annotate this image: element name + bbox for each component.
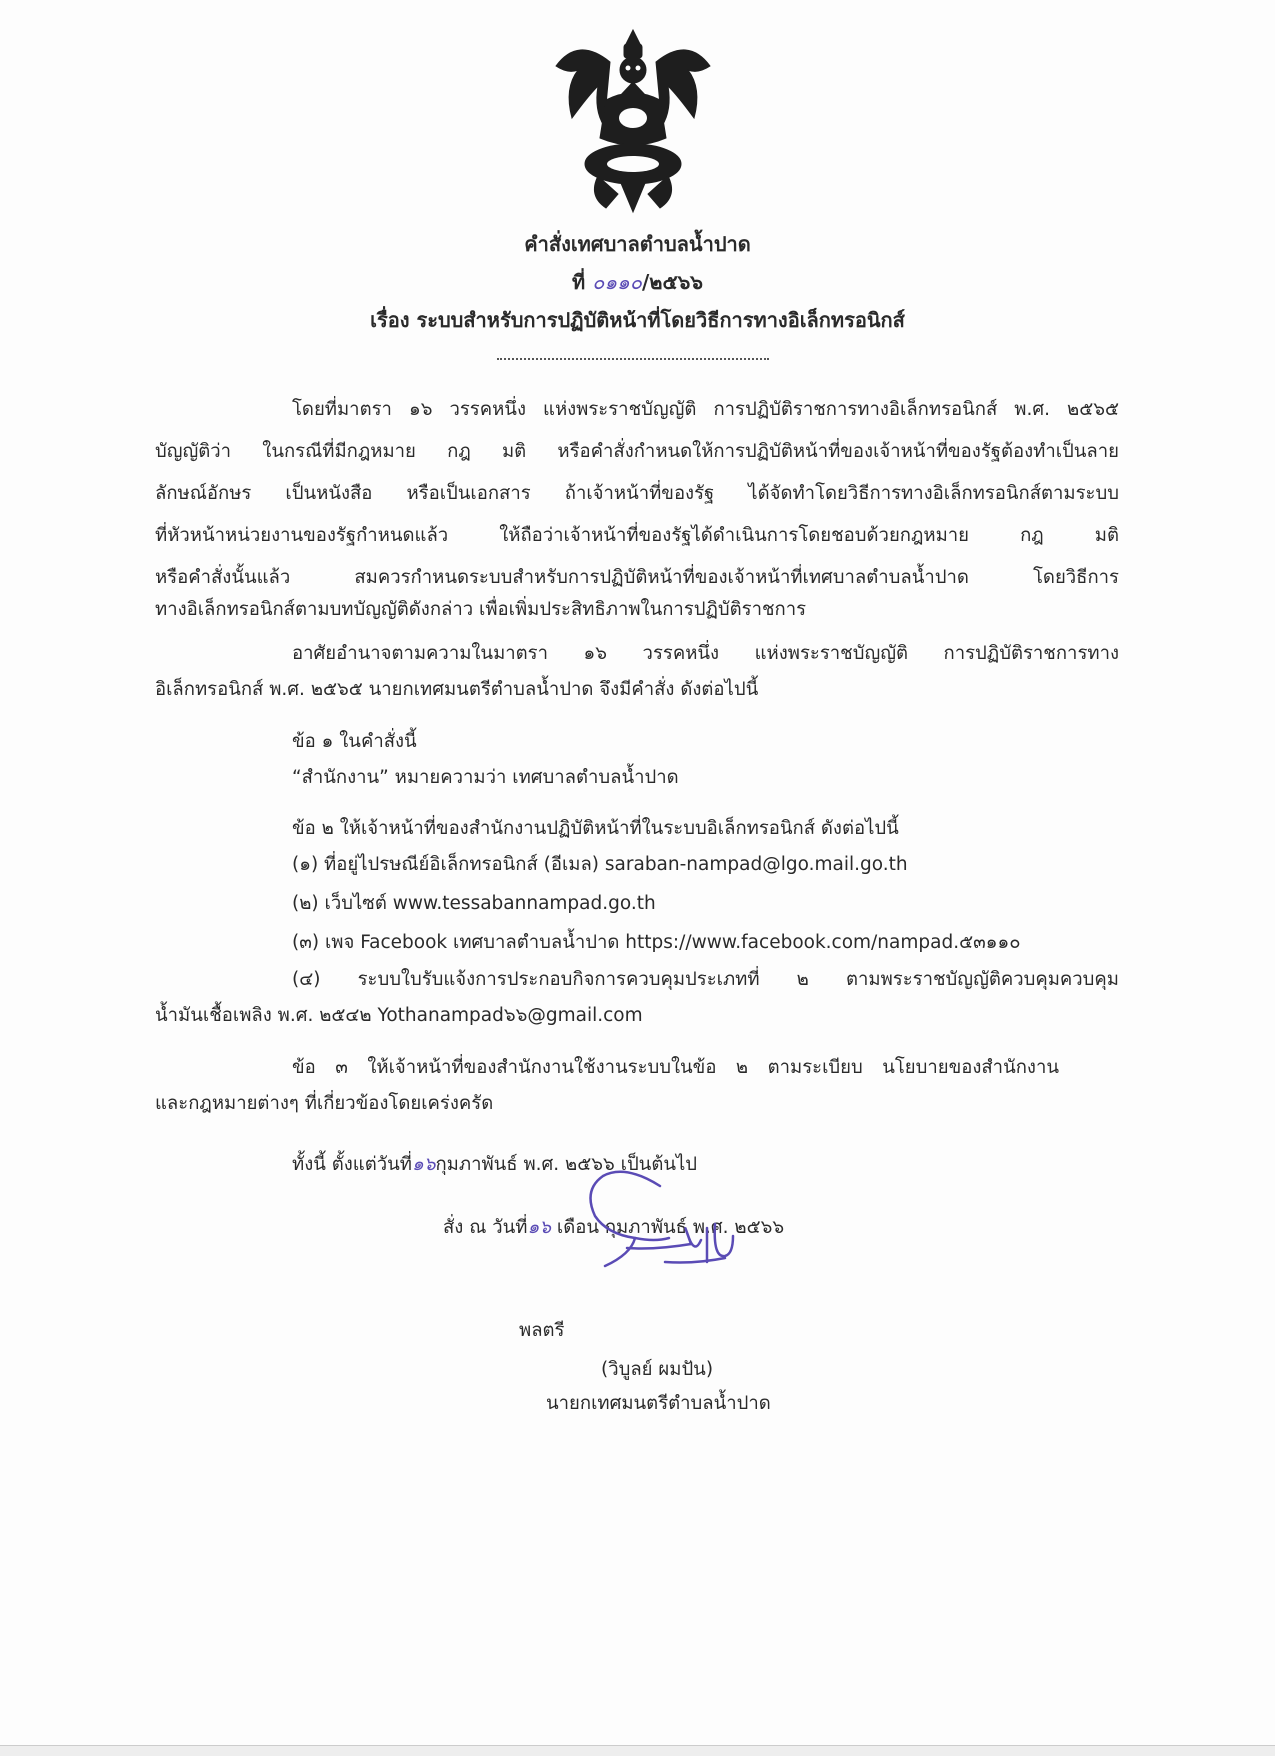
- order-subject: เรื่อง ระบบสำหรับการปฏิบัติหน้าที่โดยวิธีการทางอิเล็กทรอนิกส์: [370, 308, 905, 332]
- preamble-line: หรือคำสั่งนั้นแล้ว สมควรกำหนดระบบสำหรับการปฏิบัติหน้าที่ของเจ้าหน้าที่เทศบาลตำบลน้ำปาด โดยวิธีการ: [155, 567, 1119, 588]
- agency-title: คำสั่งเทศบาลตำบลน้ำปาด: [524, 232, 751, 256]
- ordered-day-handwritten: ๑๖: [527, 1217, 551, 1238]
- garuda-emblem-icon: [548, 26, 718, 218]
- clause2-item-continued: น้ำมันเชื้อเพลิง พ.ศ. ๒๕๔๒ Yothanampad๖๖@gmail.com: [155, 1005, 643, 1026]
- order-number-prefix: ที่: [572, 270, 586, 294]
- handwritten-signature: [565, 1158, 755, 1288]
- preamble-line: ที่หัวหน้าหน่วยงานของรัฐกำหนดแล้ว ให้ถือว่าเจ้าหน้าที่ของรัฐได้ดำเนินการโดยชอบด้วยกฎหมาย กฎ มติ: [155, 525, 1119, 546]
- clause1-title: ข้อ ๑ ในคำสั่งนี้: [292, 731, 417, 752]
- preamble-line: ลักษณ์อักษร เป็นหนังสือ หรือเป็นเอกสาร ถ้าเจ้าหน้าที่ของรัฐ ได้จัดทำโดยวิธีการทางอิเล็กทรอนิกส์ตามระบบ: [155, 483, 1119, 504]
- authority-line: อาศัยอำนาจตามความในมาตรา ๑๖ วรรคหนึ่ง แห่งพระราชบัญญัติ การปฏิบัติราชการทาง: [292, 643, 1119, 664]
- effective-after: กุมภาพันธ์ พ.ศ. ๒๕๖๖ เป็นต้นไป: [435, 1154, 698, 1175]
- preamble-line: ทางอิเล็กทรอนิกส์ตามบทบัญญัติดังกล่าว เพื่อเพิ่มประสิทธิภาพในการปฏิบัติราชการ: [155, 599, 807, 620]
- ordered-before: สั่ง ณ วันที่: [443, 1217, 528, 1238]
- header-divider: [497, 358, 769, 360]
- order-number-handwritten: ๐๑๑๐: [592, 270, 642, 294]
- preamble-line: บัญญัติว่า ในกรณีที่มีกฎหมาย กฎ มติ หรือคำสั่งกำหนดให้การปฏิบัติหน้าที่ของเจ้าหน้าที่ของรัฐต้องทำเป็นลาย: [155, 441, 1119, 462]
- order-number-suffix: /๒๕๖๖: [641, 270, 703, 294]
- preamble-line: โดยที่มาตรา ๑๖ วรรคหนึ่ง แห่งพระราชบัญญัติ การปฏิบัติราชการทางอิเล็กทรอนิกส์ พ.ศ. ๒๕๖๕: [292, 399, 1119, 420]
- clause3-line: ข้อ ๓ ให้เจ้าหน้าที่ของสำนักงานใช้งานระบบในข้อ ๒ ตามระเบียบ นโยบายของสำนักงาน: [292, 1057, 1059, 1078]
- signer-name: (วิบูลย์ ผมปัน): [601, 1359, 714, 1380]
- clause2-title: ข้อ ๒ ให้เจ้าหน้าที่ของสำนักงานปฏิบัติหน้าที่ในระบบอิเล็กทรอนิกส์ ดังต่อไปนี้: [292, 818, 899, 839]
- clause2-item: (๑) ที่อยู่ไปรษณีย์อิเล็กทรอนิกส์ (อีเมล) saraban-nampad@lgo.mail.go.th: [292, 854, 908, 875]
- authority-line: อิเล็กทรอนิกส์ พ.ศ. ๒๕๖๕ นายกเทศมนตรีตำบลน้ำปาด จึงมีคำสั่ง ดังต่อไปนี้: [155, 679, 759, 700]
- signer-rank: พลตรี: [519, 1320, 565, 1341]
- ordered-after: เดือน กุมภาพันธ์ พ.ศ. ๒๕๖๖: [550, 1217, 785, 1238]
- effective-before: ทั้งนี้ ตั้งแต่วันที่: [292, 1154, 412, 1175]
- effective-day-handwritten: ๑๖: [411, 1154, 436, 1175]
- clause2-item: (๒) เว็บไซต์ www.tessabannampad.go.th: [292, 893, 656, 914]
- scan-bottom-edge: [0, 1745, 1275, 1756]
- clause3-line: และกฎหมายต่างๆ ที่เกี่ยวข้องโดยเคร่งครัด: [155, 1093, 494, 1114]
- clause2-item: (๓) เพจ Facebook เทศบาลตำบลน้ำปาด https://www.facebook.com/nampad.๕๓๑๑๐: [292, 932, 1021, 953]
- clause2-item: (๔) ระบบใบรับแจ้งการประกอบกิจการควบคุมประเภทที่ ๒ ตามพระราชบัญญัติควบคุมควบคุม: [292, 969, 1119, 990]
- clause1-definition: “สำนักงาน” หมายความว่า เทศบาลตำบลน้ำปาด: [292, 767, 679, 788]
- signer-position: นายกเทศมนตรีตำบลน้ำปาด: [546, 1393, 771, 1414]
- order-number: [0, 269, 1275, 295]
